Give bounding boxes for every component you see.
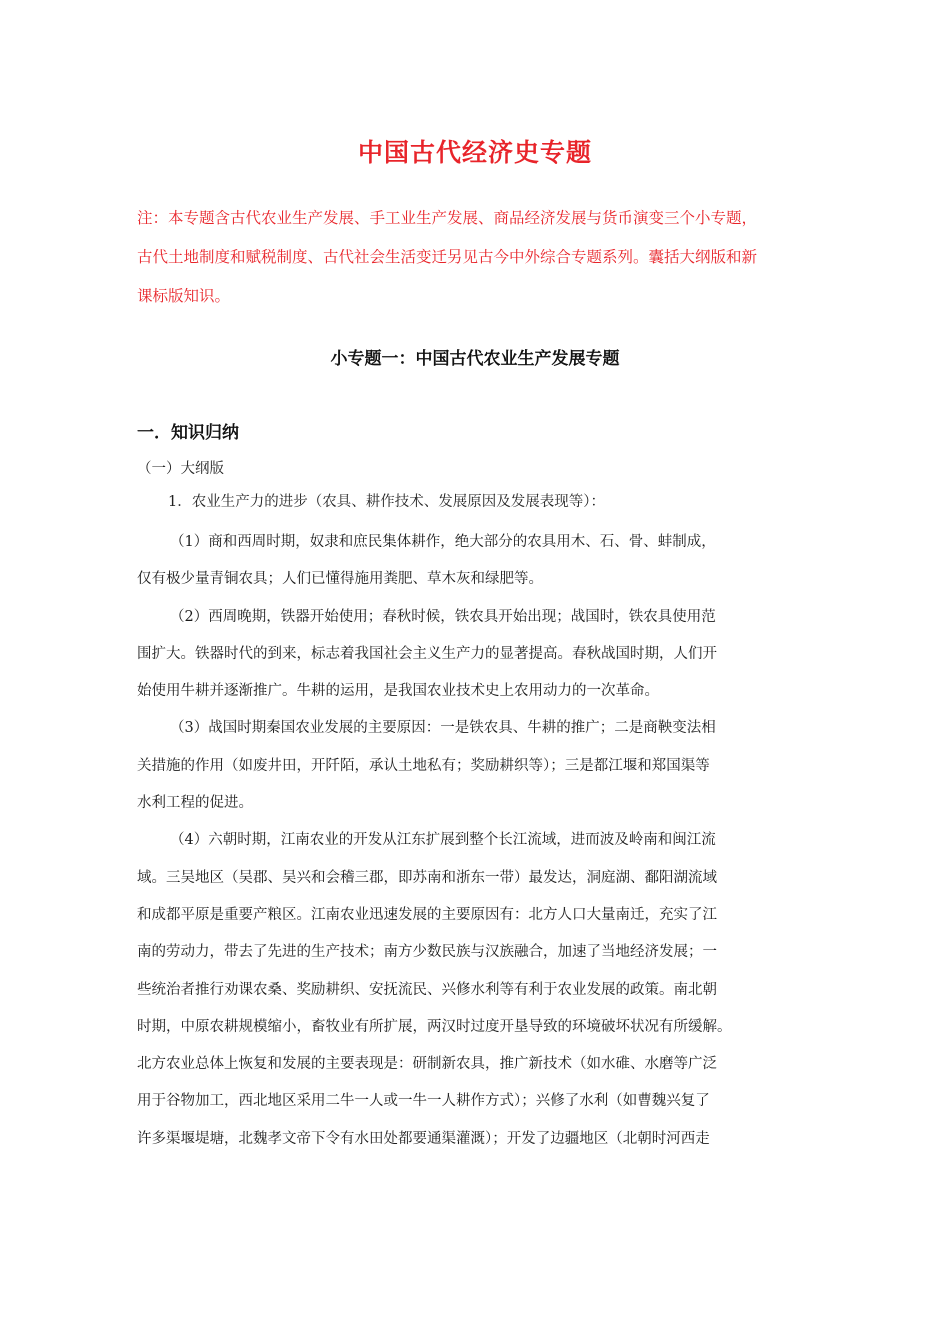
section-heading: 一．知识归纳 [137,423,239,443]
text-line: 南的劳动力，带去了先进的生产技术；南方少数民族与汉族融合，加速了当地经济发展；一 [137,944,717,961]
text-line: 域。三吴地区（吴郡、吴兴和会稽三郡，即苏南和浙东一带）最发达，洞庭湖、鄱阳湖流域 [137,869,717,886]
text-line: （4）六朝时期，江南农业的开发从江东扩展到整个长江流域，进而波及岭南和闽江流 [170,832,716,849]
text-line: （2）西周晚期，铁器开始使用；春秋时候，铁农具开始出现；战国时，铁农具使用范 [170,608,716,625]
paragraph-1 [137,524,817,599]
body-text [137,524,817,1158]
text-line: 和成都平原是重要产粮区。江南农业迅速发展的主要原因有：北方人口大量南迁，充实了江 [137,906,717,923]
text-line: 许多渠堰堤塘，北魏孝文帝下令有水田处都要通渠灌溉）；开发了边疆地区（北朝时河西走 [137,1130,710,1147]
note-line: 课标版知识。 [137,287,231,305]
text-line: （1）商和西周时期，奴隶和庶民集体耕作，绝大部分的农具用木、石、骨、蚌制成， [170,534,716,550]
note-line: 注：本专题含古代农业生产发展、手工业生产发展、商品经济发展与货币演变三个小专题， [137,209,758,227]
note-block [137,199,817,316]
text-line: 始使用牛耕并逐渐推广。牛耕的运用，是我国农业技术史上农用动力的一次革命。 [137,683,659,700]
text-line: 北方农业总体上恢复和发展的主要表现是：研制新农具，推广新技术（如水碓、水磨等广泛 [137,1056,717,1073]
text-line: 仅有极少量青铜农具；人们已懂得施用粪肥、草木灰和绿肥等。 [137,571,543,588]
text-line: 关措施的作用（如废井田，开阡陌，承认土地私有；奖励耕织等）；三是都江堰和郑国渠等 [137,757,710,774]
text-line: 些统治者推行劝课农桑、奖励耕织、安抚流民、兴修水利等有利于农业发展的政策。南北朝 [137,981,717,998]
text-line: 用于谷物加工，西北地区采用二牛一人或一牛一人耕作方式）；兴修了水利（如曹魏兴复了 [137,1093,710,1110]
subtopic-title: 小专题一：中国古代农业生产发展专题 [330,349,620,369]
text-line: （3）战国时期秦国农业发展的主要原因：一是铁农具、牛耕的推广；二是商鞅变法相 [170,720,716,737]
subsection-heading: （一）大纲版 [137,461,224,477]
document-title: 中国古代经济史专题 [357,138,592,167]
text-line: 围扩大。铁器时代的到来，标志着我国社会主义生产力的显著提高。春秋战国时期，人们开 [137,645,717,662]
item-heading: 1．农业生产力的进步（农具、耕作技术、发展原因及发展表现等）： [168,494,605,510]
paragraph-3 [137,710,817,822]
paragraph-2 [137,599,817,711]
paragraph-4 [137,822,817,1158]
text-line: 时期，中原农耕规模缩小，畜牧业有所扩展，两汉时过度开垦导致的环境破坏状况有所缓解。 [137,1018,732,1035]
text-line: 水利工程的促进。 [137,795,253,812]
note-line: 古代土地制度和赋税制度、古代社会生活变迁另见古今中外综合专题系列。囊括大纲版和新 [137,248,758,266]
